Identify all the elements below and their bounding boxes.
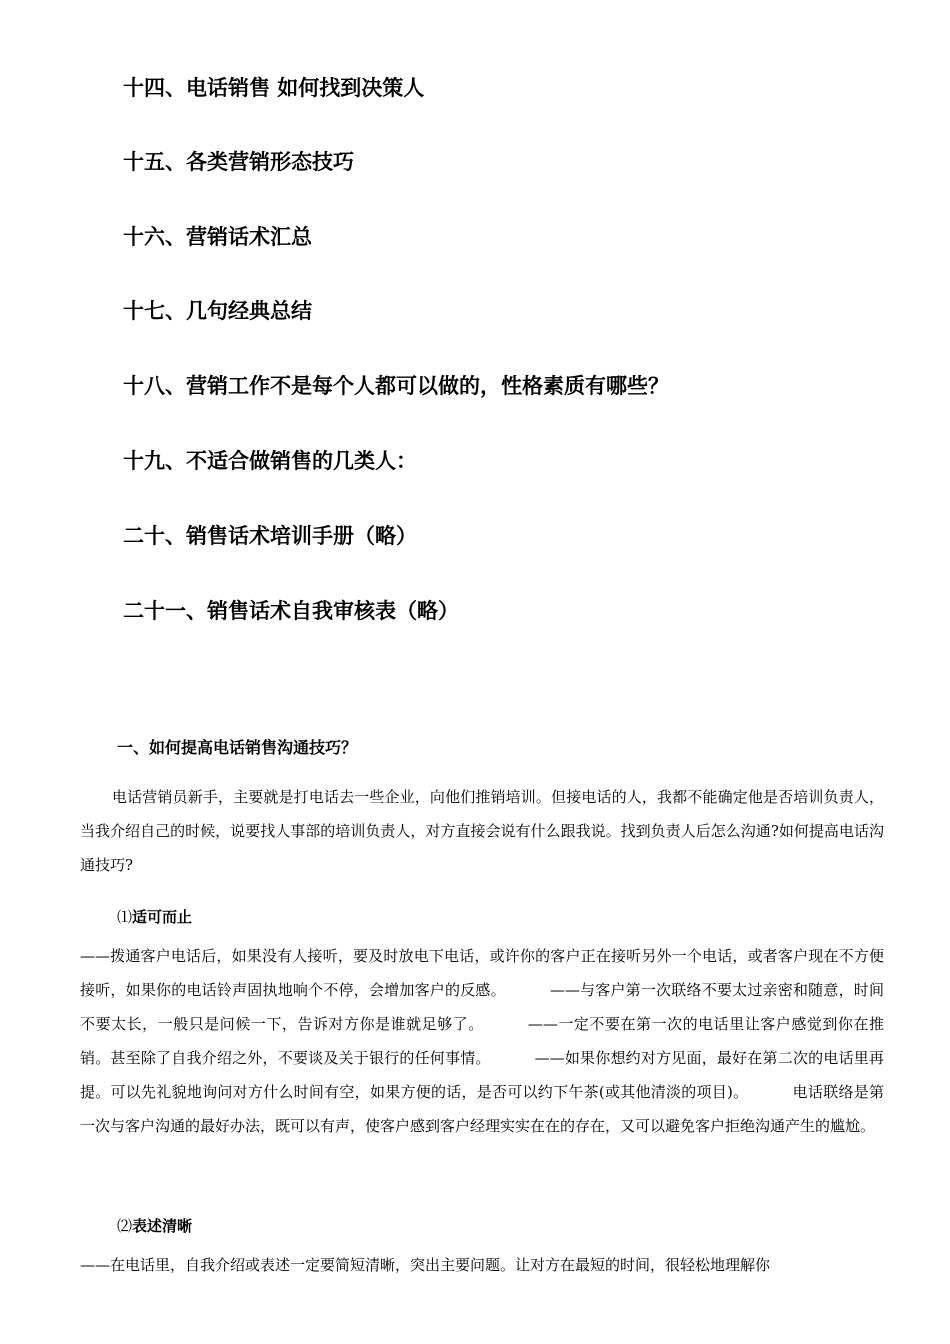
- point1-para-1: ——拨通客户电话后，如果没有人接听，要及时放电下电话，或许你的客户正在接听另外一个电话，或者客户现在不方便接听，如果你的电话铃声固执地响个不停，会增加客户的反感。: [80, 947, 884, 999]
- section-heading: 一、如何提高电话销售沟通技巧？: [117, 738, 358, 757]
- toc-item-19: 十九、不适合做销售的几类人：: [123, 449, 417, 473]
- toc-item-14: 十四、电话销售 如何找到决策人: [123, 76, 425, 100]
- point1-body: [80, 939, 884, 1143]
- point2-number: ⑵: [117, 1217, 133, 1235]
- toc-item-16: 十六、营销话术汇总: [123, 225, 312, 249]
- toc-item-20: 二十、销售话术培训手册（略）: [123, 524, 417, 548]
- point2-title: 表述清晰: [132, 1217, 193, 1235]
- point1-title: 适可而止: [132, 908, 193, 926]
- toc-item-18: 十八、营销工作不是每个人都可以做的，性格素质有哪些？: [123, 374, 669, 398]
- point1-number: ⑴: [117, 908, 133, 926]
- point1-heading: [117, 905, 192, 929]
- point1-para-3: ——一定不要在第一次的电话里让客户感觉到你在推销。甚至除了自我介绍之外，不要谈及关于银行的任何事情。: [80, 1015, 884, 1067]
- point1-para-5: 电话联络是第一次与客户沟通的最好办法，既可以有声，使客户感到客户经理实实在在的存在，又可以避免客户拒绝沟通产生的尴尬。: [80, 1083, 884, 1135]
- point2-heading: [117, 1214, 192, 1238]
- point2-body: ——在电话里，自我介绍或表述一定要简短清晰，突出主要问题。让对方在最短的时间，很轻松地理解你: [80, 1256, 771, 1274]
- toc-item-17: 十七、几句经典总结: [123, 299, 312, 323]
- point1-para-4: ——如果你想约对方见面，最好在第二次的电话里再提。可以先礼貌地询问对方什么时间有空，如果方便的话，是否可以约下午茶(或其他清淡的项目)。: [80, 1049, 884, 1101]
- point1-para-2: ——与客户第一次联络不要太过亲密和随意，时间不要太长，一般只是问候一下，告诉对方你是谁就足够了。: [80, 981, 884, 1033]
- intro-paragraph: 电话营销员新手，主要就是打电话去一些企业，向他们推销培训。但接电话的人，我都不能确定他是否培训负责人，当我介绍自己的时候，说要找人事部的培训负责人，对方直接会说有什么跟我说。找到负责人后怎么沟通?如何提高电话沟通技巧?: [80, 788, 884, 874]
- toc-item-15: 十五、各类营销形态技巧: [123, 150, 354, 174]
- toc-item-21: 二十一、销售话术自我审核表（略）: [123, 599, 459, 623]
